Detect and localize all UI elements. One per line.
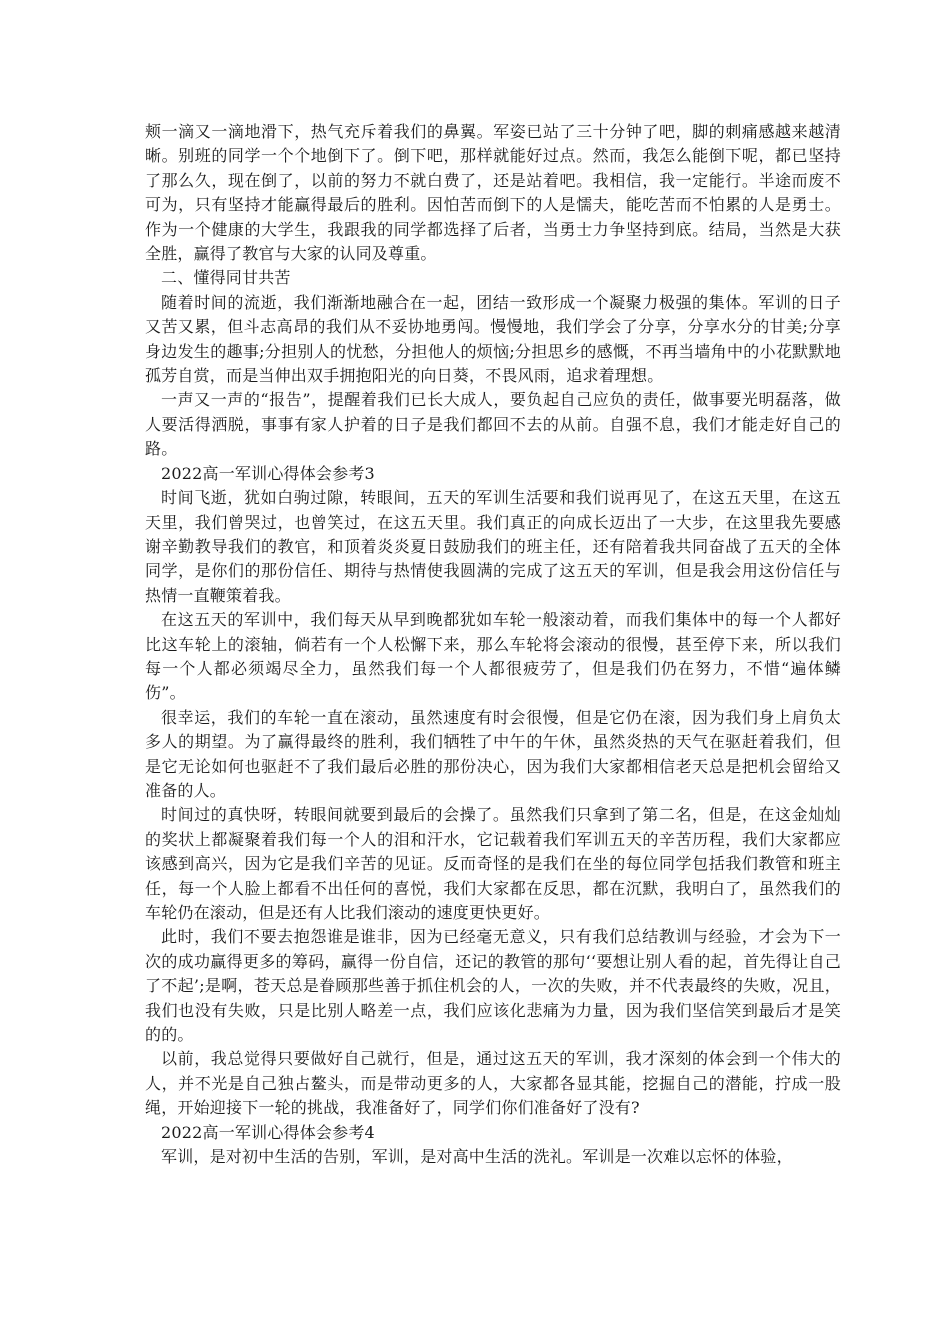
paragraph-continuation: 颊一滴又一滴地滑下，热气充斥着我们的鼻翼。军姿已站了三十分钟了吧，脚的刺痛感越来越清晰。别班的同学一个个地倒下了。倒下吧，那样就能好过点。然而，我怎么能倒下呢，都已坚持了那么久，现在倒了，以前的努力不就白费了，还是站着吧。我相信，我一定能行。半途而废不可为，只有坚持才能赢得最后的胜利。因怕苦而倒下的人是懦夫，能吃苦而不怕累的人是勇士。作为一个健康的大学生，我跟我的同学都选择了后者，当勇士力争坚持到底。结局，当然是大获全胜，赢得了教官与大家的认同及尊重。 — [145, 122, 841, 264]
paragraph: 时间飞逝，犹如白驹过隙，转眼间，五天的军训生活要和我们说再见了，在这五天里，在这五天里，我们曾哭过，也曾笑过，在这五天里。我们真正的向成长迈出了一大步，在这里我先要感谢辛勤教导我们的教官，和顶着炎炎夏日鼓励我们的班主任，还有陪着我共同奋战了五天的全体同学，是你们的那份信任、期待与热情使我圆满的完成了这五天的军训，但是我会用这份信任与热情一直鞭策着我。 — [145, 488, 841, 605]
paragraph: 一声又一声的“报告”，提醒着我们已长大成人，要负起自己应负的责任，做事要光明磊落，做人要活得洒脱，事事有家人护着的日子是我们都回不去的从前。自强不息，我们才能走好自己的路。 — [145, 390, 841, 459]
paragraph: 此时，我们不要去抱怨谁是谁非，因为已经毫无意义，只有我们总结教训与经验，才会为下一次的成功赢得更多的筹码，赢得一份自信，还记的教管的那句‘‘要想让别人看的起，首先得让自己了不起’;是啊，苍天总是眷顾那些善于抓住机会的人，一次的失败，并不代表最终的失败，况且，我们也没有失败，只是比别人略差一点，我们应该化悲痛为力量，因为我们坚信笑到最后才是笑的的。 — [145, 927, 841, 1045]
document-body — [145, 120, 841, 1169]
paragraph: 很幸运，我们的车轮一直在滚动，虽然速度有时会很慢，但是它仍在滚，因为我们身上肩负太多人的期望。为了赢得最终的胜利，我们牺牲了中午的午休，虽然炎热的天气在驱赶着我们，但是它无论如何也驱赶不了我们最后必胜的那份决心，因为我们大家都相信老天总是把机会留给又准备的人。 — [145, 707, 841, 800]
paragraph: 随着时间的流逝，我们渐渐地融合在一起，团结一致形成一个凝聚力极强的集体。军训的日子又苦又累，但斗志高昂的我们从不妥协地勇闯。慢慢地，我们学会了分享，分享水分的甘美;分享身边发生的趣事;分担别人的忧愁，分担他人的烦恼;分担思乡的感慨，不再当墙角中的小花默默地孤芳自赏，而是当伸出双手拥抱阳光的向日葵，不畏风雨，追求着理想。 — [145, 292, 841, 386]
article-heading-4: 2022高一军训心得体会参考4 — [161, 1122, 375, 1142]
paragraph: 时间过的真快呀，转眼间就要到最后的会操了。虽然我们只拿到了第二名，但是，在这金灿灿的奖状上都凝聚着我们每一个人的泪和汗水，它记载着我们军训五天的辛苦历程，我们大家都应该感到高兴，因为它是我们辛苦的见证。反而奇怪的是我们在坐的每位同学包括我们教管和班主任，每一个人脸上都看不出任何的喜悦，我们大家都在反思，都在沉默，我明白了，虽然我们的车轮仍在滚动，但是还有人比我们滚动的速度更快更好。 — [145, 805, 841, 922]
section-heading-2: 二、懂得同甘共苦 — [161, 268, 291, 288]
paragraph: 以前，我总觉得只要做好自己就行，但是，通过这五天的军训，我才深刻的体会到一个伟大的人，并不光是自己独占鳌头，而是带动更多的人，大家都各显其能，挖掘自己的潜能，拧成一股绳，开始迎接下一轮的挑战，我准备好了，同学们你们准备好了没有? — [145, 1049, 841, 1118]
paragraph: 在这五天的军训中，我们每天从早到晚都犹如车轮一般滚动着，而我们集体中的每一个人都好比这车轮上的滚轴，倘若有一个人松懈下来，那么车轮将会滚动的很慢，甚至停下来，所以我们每一个人都必须竭尽全力，虽然我们每一个人都很疲劳了，但是我们仍在努力，不惜“遍体鳞伤”。 — [145, 610, 841, 703]
article-heading-3: 2022高一军训心得体会参考3 — [161, 463, 375, 483]
paragraph: 军训，是对初中生活的告别，军训，是对高中生活的洗礼。军训是一次难以忘怀的体验， — [161, 1147, 793, 1167]
